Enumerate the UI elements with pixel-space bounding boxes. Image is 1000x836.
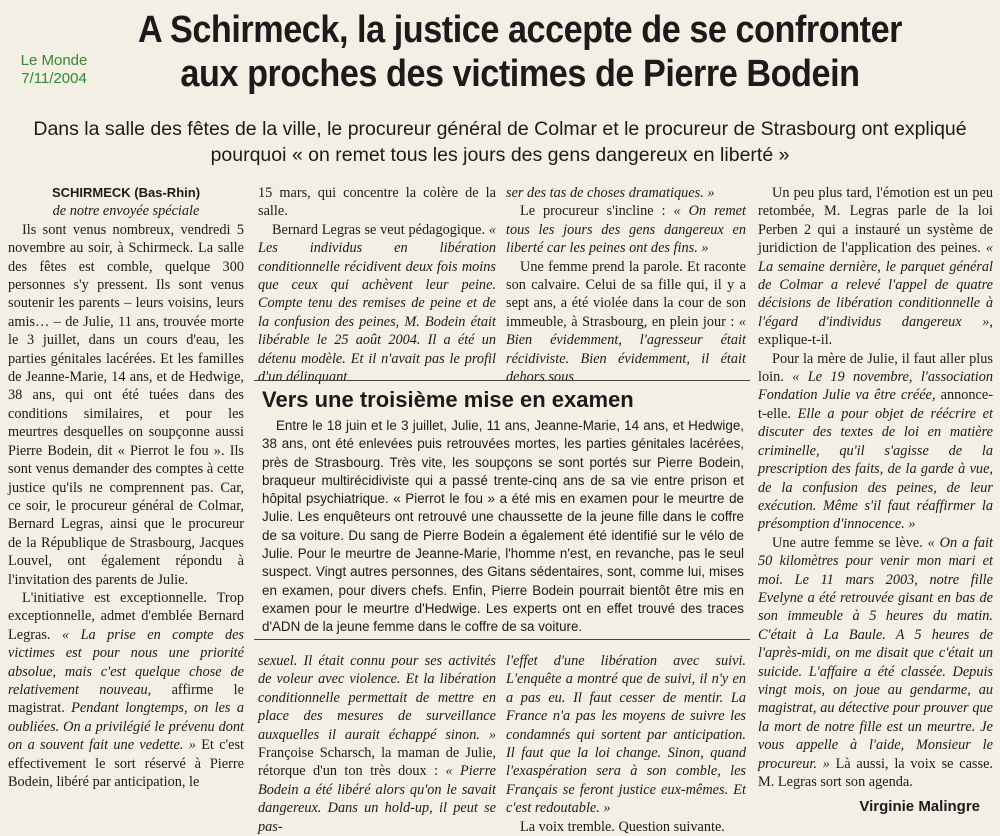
text-run: Bernard Legras se veut pédagogique. [272, 221, 486, 238]
text-run: annonce-t-elle. [758, 387, 993, 422]
paragraph [258, 652, 496, 836]
quote-run: « On remet tous les jours des gens dangereux en liberté car les peines ont des fins. » [506, 203, 747, 257]
quote-run: « Bien évidemment, l'agresseur était récidiviste. Bien évidemment, il était dehors sous [506, 313, 747, 386]
quote-run: l'effet d'une libération avec suivi. L'enquête a montré que de suivi, il n'y en a pas eu. Il faut cesser de mentir. La France n'a pas les moyens de suivre les condamnés qui sortent par anticipation. Il faut que la loi change. Sinon, quand l'exaspération sera à son comble, les Français se feront justice eux-mêmes. Et c'est redoutable. » [506, 653, 746, 817]
envoy-line: de notre envoyée spéciale [52, 203, 200, 220]
text-run: 15 mars, qui concentre la colère de la salle. [258, 185, 496, 220]
paragraph [506, 184, 746, 202]
box-title: Vers une troisième mise en examen [262, 387, 634, 412]
quote-run: « Les individus en libération conditionnelle récidivent deux fois moins que ceux qui achèvent leur peine. Compte tenu des remises de peine et de la confusion des peines, M. Bodein était libérable le 25 août 2004. Il a été un détenu modèle. Et il n'avait pas le profil d'un délinquant [258, 221, 496, 386]
quote-run: sexuel. Il était connu pour ses activités de voleur avec violence. Et la libération conditionnelle permettait de mettre en place des mesures de surveillance auxquelles il aurait échappé sinon. » [258, 653, 496, 743]
paragraph [758, 350, 993, 534]
paragraph [506, 258, 746, 387]
text-run: explique-t-il. [758, 332, 833, 349]
article-column-2-bottom [258, 652, 496, 835]
source-date: 7/11/2004 [21, 70, 87, 87]
paragraph [506, 818, 746, 836]
text-run: La voix tremble. Question suivante. [520, 818, 725, 835]
source-label [4, 52, 104, 88]
quote-run: « On a fait 50 kilomètres pour venir mon mari et moi. Le 11 mars 2003, notre fille Evelyne a été retrouvée gisant en bas de son immeuble à 5 heures du matin. C'était à La Baule. A 5 heures de l'après-midi, on me disait que c'était un suicide. L'affaire a été classée. Depuis vingt mois, on joue au gendarme, au magistrat, au détective pour prouver que la mort de notre fille est un meurtre. Je vous appelle à l'aide, Monsieur le procureur. » [758, 534, 993, 772]
article-column-3-bottom [506, 652, 746, 835]
box-text: Entre le 18 juin et le 3 juillet, Julie, 11 ans, Jeanne-Marie, 14 ans, et Hedwige, 38 ans, ont été enlevées puis retrouvées mortes, les parties génitales lacérées, près de Strasbourg. Très vite, les soupçons se sont portés sur Pierre Bodein, braqueur multirécidiviste qui a passé trente-cinq ans de sa vie entre prison et hôpital psychiatrique. « Pierrot le fou » a été mis en examen pour le meurtre de Julie. Les enquêteurs ont retrouvé une chaussette de la jeune fille dans le coffre de sa voiture. Du sang de Pierre Bodein a également été identifié sur le vélo de Julie. Pour le meurtre de Jeanne-Marie, l'homme n'est, en revanche, pas le seul suspect. Vingt autres personnes, des Gitans sédentaires, sont, comme lui, mises en examen, pour divers chefs. Enfin, Pierre Bodein pourrait bientôt être mis en examen pour le meurtre d'Hedwige. Les experts ont en effet trouvé des traces d'ADN de la jeune femme dans le coffre de sa voiture. [262, 418, 744, 635]
text-run: Un peu plus tard, l'émotion est un peu retombée, M. Legras parle de la loi Perben 2 qui a instauré un système de juridiction de l'application des peines. [758, 185, 993, 257]
article-column-1 [8, 184, 244, 814]
paragraph [258, 221, 496, 387]
paragraph [8, 589, 244, 791]
quote-run: « Pierre Bodein a été libéré alors qu'on le savait dangereux. Dans un hold-up, il peut se pas- [258, 763, 496, 835]
text-run: Françoise Scharsch, la maman de Julie, rétorque d'un ton très doux : [258, 745, 496, 780]
quote-run: « La prise en compte des victimes est pour nous une priorité absolue, mais c'est quelque chose de relativement nouveau, [8, 626, 244, 698]
dateline: SCHIRMECK (Bas-Rhin) [51, 185, 201, 200]
text-run: L'initiative est exceptionnelle. Trop exceptionnelle, admet d'emblée Bernard Legras. [8, 589, 244, 643]
author-signature: Virginie Malingre [859, 798, 980, 815]
paragraph [258, 184, 496, 221]
text-run: Là aussi, la voix se casse. M. Legras sort son agenda. [758, 755, 993, 790]
article-column-4 [758, 184, 994, 790]
text-run: Ils sont venus nombreux, vendredi 5 novembre au soir, à Schirmeck. La salle des fêtes est comble, quelque 300 personnes s'y pressent. Ils sont venus soutenir les parents – leurs voisins, leurs amis… – de Julie, 11 ans, trouvée morte le 3 juillet, dans un cours d'eau, les parties génitales lacérées. Et les familles de Jeanne-Marie, 14 ans, et de Hedwige, 38 ans, qui ont été tuées dans des conditions similaires, et pour les meurtres desquelles on soupçonne aussi Pierre Bodein, dit « Pierrot le fou ». Ils sont venus demander des comptes à cette justice qu'ils ne comprennent pas. Car, ce soir, le procureur général de Colmar, Bernard Legras, ainsi que le procureur de la République de Strasbourg, Jacques Louvel, ont également répondu à l'invitation des parents de Julie. [8, 221, 244, 588]
article-column-2-top [258, 184, 496, 384]
subtitle: Dans la salle des fêtes de la ville, le procureur général de Colmar et le procureur de Strasbourg ont expliqué pourquoi « on remet tous les jours des gens dangereux en liberté » [33, 118, 967, 166]
text-run: Le procureur s'incline : [520, 203, 666, 220]
quote-run: Elle a pour objet de réécrire et discuter des textes de loi en matière criminelle, qu'il s'agisse de la prescription des faits, de la garde à vue, de la confusion des peines, de leur exécution. Même s'il faut réaffirmer la présomption d'innocence. » [758, 405, 994, 533]
quote-run: Pendant longtemps, on les a oubliées. On a privilégié le prévenu dont on a souvent fait une vedette. » [8, 700, 244, 754]
source-name: Le Monde [20, 52, 88, 69]
paragraph [506, 202, 746, 257]
text-run: Et c'est effectivement le sort réservé à Pierre Bodein, libéré par anticipation, le [8, 737, 245, 790]
paragraph [758, 534, 993, 792]
paragraph [8, 221, 244, 589]
text-run: Une femme prend la parole. Et raconte son calvaire. Celui de sa fille qui, il y a sept ans, a été violée dans la cour de son immeuble, à Strasbourg, en plein jour : [506, 258, 746, 330]
article-column-3-top [506, 184, 746, 384]
text-run: Pour la mère de Julie, il faut aller plus loin. [758, 350, 993, 386]
headline: A Schirmeck, la justice accepte de se confronter aux proches des victimes de Pierre Bodein [137, 9, 903, 95]
text-run: Une autre femme se lève. [772, 534, 923, 551]
quote-run: « Le 19 novembre, l'association Fondation Julie va être créée, [758, 369, 993, 404]
paragraph [506, 652, 746, 818]
paragraph [758, 184, 993, 350]
quote-run: « La semaine dernière, le parquet général de Colmar a relevé l'appel de quatre décisions de libération conditionnelle à l'égard d'individus dangereux », [758, 240, 994, 330]
text-run: affirme le magistrat. [8, 681, 244, 717]
quote-run: ser des tas de choses dramatiques. » [506, 185, 715, 201]
sidebar-box [254, 380, 750, 640]
